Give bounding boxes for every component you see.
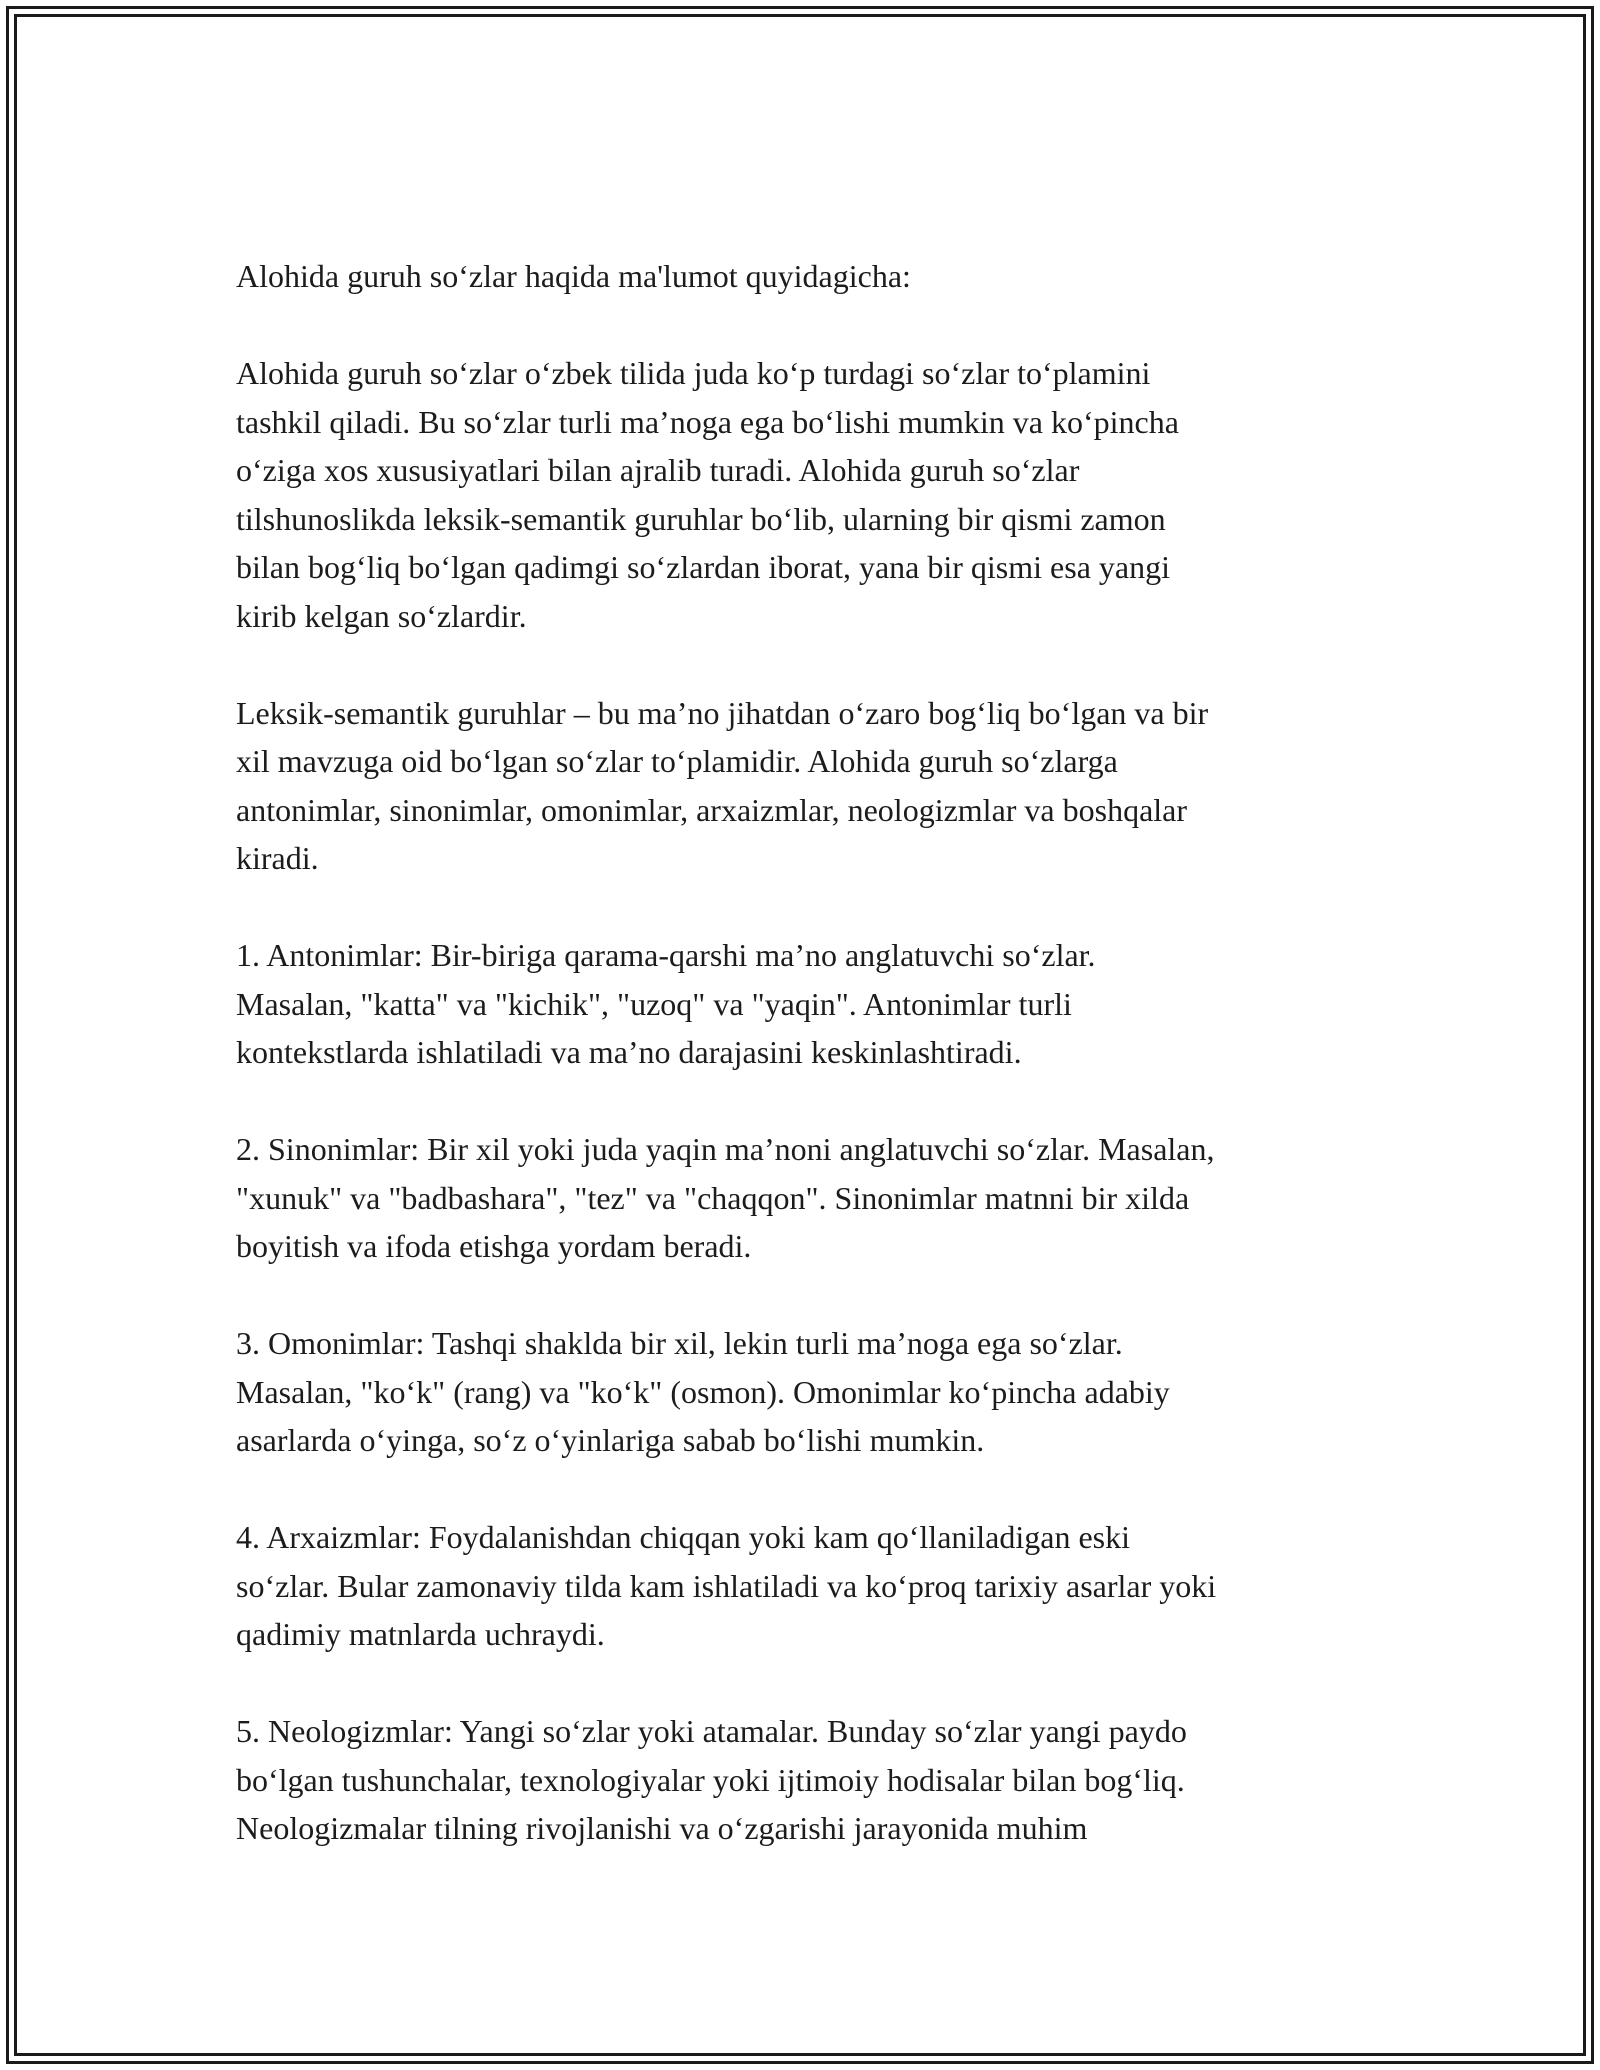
text-line: kirib kelgan so‘zlardir. bbox=[236, 597, 527, 634]
text-line: 5. Neologizmlar: Yangi so‘zlar yoki atamalar. Bunday so‘zlar yangi paydo bbox=[236, 1713, 1187, 1749]
list-item-synonyms bbox=[236, 1125, 1386, 1271]
list-item-homonyms bbox=[236, 1319, 1386, 1465]
overview-paragraph bbox=[236, 349, 1386, 640]
text-line: "xunuk" va "badbashara", "tez" va "chaqqon". Sinonimlar matnni bir xilda bbox=[236, 1179, 1190, 1216]
text-line: Alohida guruh so‘zlar o‘zbek tilida juda ko‘p turdagi so‘zlar to‘plamini bbox=[236, 355, 1151, 391]
document-body bbox=[236, 252, 1386, 1901]
text-line: bilan bog‘liq bo‘lgan qadimgi so‘zlardan iborat, yana bir qismi esa yangi bbox=[236, 549, 1170, 585]
intro-heading-paragraph bbox=[236, 252, 1386, 301]
list-item-archaisms bbox=[236, 1513, 1386, 1659]
text-line: boyitish va ifoda etishga yordam beradi. bbox=[236, 1228, 752, 1264]
text-line: kontekstlarda ishlatiladi va ma’no darajasini keskinlashtiradi. bbox=[236, 1034, 1022, 1070]
text-line: 3. Omonimlar: Tashqi shaklda bir xil, lekin turli ma’noga ega so‘zlar. bbox=[236, 1325, 1123, 1361]
text-line: Alohida guruh so‘zlar haqida ma'lumot quyidagicha: bbox=[236, 258, 911, 294]
text-line: Leksik-semantik guruhlar – bu ma’no jihatdan o‘zaro bog‘liq bo‘lgan va bir bbox=[236, 694, 1209, 731]
text-line: antonimlar, sinonimlar, omonimlar, arxaizmlar, neologizmlar va boshqalar bbox=[236, 791, 1188, 828]
list-item-antonyms bbox=[236, 931, 1386, 1077]
text-line: asarlarda o‘yinga, so‘z o‘yinlariga sabab bo‘lishi mumkin. bbox=[236, 1422, 985, 1458]
definition-paragraph bbox=[236, 689, 1386, 883]
text-line: 1. Antonimlar: Bir-biriga qarama-qarshi ma’no anglatuvchi so‘zlar. bbox=[236, 937, 1096, 973]
text-line: xil mavzuga oid bo‘lgan so‘zlar to‘plamidir. Alohida guruh so‘zlarga bbox=[236, 743, 1118, 779]
text-line: Masalan, "ko‘k" (rang) va "ko‘k" (osmon). Omonimlar ko‘pincha adabiy bbox=[236, 1373, 1170, 1410]
list-item-neologisms bbox=[236, 1707, 1386, 1853]
text-line: kiradi. bbox=[236, 840, 319, 876]
text-line: tashkil qiladi. Bu so‘zlar turli ma’noga ega bo‘lishi mumkin va ko‘pincha bbox=[236, 403, 1179, 440]
text-line: so‘zlar. Bular zamonaviy tilda kam ishlatiladi va ko‘proq tarixiy asarlar yoki bbox=[236, 1567, 1217, 1604]
text-line: bo‘lgan tushunchalar, texnologiyalar yoki ijtimoiy hodisalar bilan bog‘liq. bbox=[236, 1761, 1185, 1798]
text-line: Masalan, "katta" va "kichik", "uzoq" va "yaqin". Antonimlar turli bbox=[236, 985, 1072, 1022]
text-line: tilshunoslikda leksik-semantik guruhlar bo‘lib, ularning bir qismi zamon bbox=[236, 500, 1166, 537]
text-line: 4. Arxaizmlar: Foydalanishdan chiqqan yoki kam qo‘llaniladigan eski bbox=[236, 1519, 1131, 1555]
text-line: 2. Sinonimlar: Bir xil yoki juda yaqin ma’noni anglatuvchi so‘zlar. Masalan, bbox=[236, 1131, 1215, 1167]
text-line: qadimiy matnlarda uchraydi. bbox=[236, 1616, 605, 1652]
text-line: o‘ziga xos xususiyatlari bilan ajralib turadi. Alohida guruh so‘zlar bbox=[236, 452, 1080, 488]
text-line: Neologizmalar tilning rivojlanishi va o‘zgarishi jarayonida muhim bbox=[236, 1810, 1088, 1846]
